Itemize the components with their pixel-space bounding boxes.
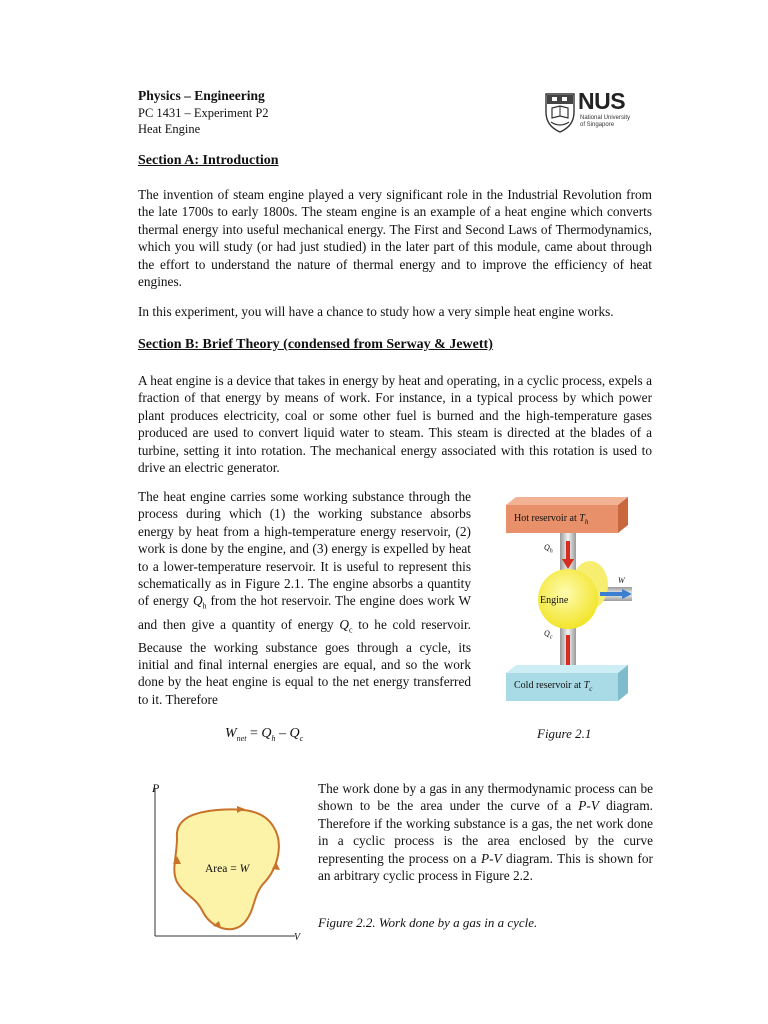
qc-sub: c <box>549 634 553 641</box>
section-a-heading: Section A: Introduction <box>138 153 279 168</box>
qh-sub: h <box>549 548 553 555</box>
p2-qh: Q <box>192 593 203 609</box>
hot-label-sub: h <box>584 518 589 526</box>
section-b-paragraph-1: A heat engine is a device that takes in energy by heat and operating, in a cyclic process, expels a fraction of that energy by means of work. For instance, in a typical process by which power plant produces electricity, coal or some other fuel is burned and the high-temperature gases produced are used to convert liquid water to steam. This steam is directed at the blades of a turbine, setting it into rotation. The mechanical energy associated with this rotation is used to drive an electric generator. <box>138 373 652 476</box>
p2-qh-sub: h <box>202 602 207 612</box>
eq-equals: = <box>246 726 262 741</box>
axis-p-label: P <box>152 781 160 795</box>
section-b-paragraph-3 <box>318 780 653 884</box>
p2-qc-sub: c <box>349 625 353 635</box>
qh-q: Q <box>544 543 550 552</box>
eq-qh: Q <box>261 726 272 741</box>
figure-2-1-caption: Figure 2.1 <box>537 726 592 741</box>
hot-reservoir-label <box>514 513 588 526</box>
eq-minus: – <box>275 726 290 741</box>
section-b-paragraph-2 <box>138 488 471 708</box>
section-b-heading: Section B: Brief Theory (condensed from Serway & Jewett) <box>138 337 493 352</box>
cold-label-text: Cold reservoir at <box>514 680 584 691</box>
axis-v-label: V <box>294 932 301 943</box>
hot-reservoir-top <box>506 497 628 505</box>
nus-logo-text: NUS <box>578 88 626 114</box>
p3-pv-1: P-V <box>578 798 599 814</box>
figure-2-2-caption: Figure 2.2. Work done by a gas in a cycle. <box>318 915 538 930</box>
w-letter: W <box>618 576 625 585</box>
p3-text-b: diagram. Therefore if the working substance is a gas, the net work done in a cyclic process is the area enclosed by the curve representing the process on a <box>318 798 654 866</box>
p3-text-a: The work done by a gas in any thermodynamic process can be shown to be the area under the curve of a <box>318 781 653 814</box>
eq-qc: Q <box>289 726 300 741</box>
engine-label: Engine <box>540 595 569 606</box>
qh-label <box>544 543 553 555</box>
figure-2-2-pv-diagram <box>145 778 310 948</box>
hot-label-text: Hot reservoir at <box>514 513 580 524</box>
eq-qc-sub: c <box>299 733 304 743</box>
work-equation <box>225 726 303 743</box>
p3-pv-2: P-V <box>480 850 502 866</box>
area-label-text: Area = <box>205 863 240 875</box>
nus-logo <box>544 90 664 134</box>
p2-text-b: from the hot reservoir. The engine does work W and then give a quantity of energy <box>138 593 471 632</box>
nus-logo-sub1: National University <box>580 115 631 121</box>
cold-label-sub: c <box>589 685 593 693</box>
section-a-paragraph-2: In this experiment, you will have a chance to study how a very simple heat engine works. <box>138 304 614 319</box>
eq-qh-sub: h <box>271 733 276 743</box>
nus-logo-sub2: of Singapore <box>580 122 615 128</box>
cold-label-t: T <box>583 680 590 691</box>
course-code: PC 1431 – Experiment P2 <box>138 106 269 120</box>
eq-w: W <box>225 726 237 741</box>
course-title: Physics – Engineering <box>138 88 265 103</box>
section-a-paragraph-1: The invention of steam engine played a very significant role in the Industrial Revolution from the late 1700s to early 1800s. The steam engine is an example of a heat engine which converts thermal energy into useful mechanical energy. The First and Second Laws of Thermodynamics, which you will study (or had just studied) in the later part of this module, came about through the effort to understand the nature of thermal energy and to improve the efficiency of heat engines. <box>138 187 652 290</box>
qc-q: Q <box>544 629 550 638</box>
p2-text-c: to he cold reservoir. Because the working substance goes through a cycle, its initial and final internal energies are equal, and so the work done by the heat engine is equal to the net energy transferred to it. Therefore <box>138 616 471 707</box>
p2-qc: Q <box>339 616 349 632</box>
hot-label-t: T <box>579 513 585 524</box>
eq-w-sub: net <box>236 733 247 743</box>
area-label-w: W <box>239 863 250 875</box>
p3-text-c: diagram. This is shown for an arbitrary cyclic process in Figure 2.2. <box>318 850 653 884</box>
figure-2-1-heat-engine-diagram <box>500 495 635 705</box>
p2-text-a: The heat engine carries some working substance through the process during which (1) the working substance absorbs energy by heat from a high-temperature energy reservoir, (2) work is done by the engine, and (3) energy is expelled by heat to a lower-temperature reservoir. It is useful to represent this schematically as in Figure 2.1. The engine absorbs a quantity of energy <box>138 489 471 609</box>
w-label <box>618 576 625 585</box>
cold-reservoir-label <box>514 680 592 693</box>
experiment-title: Heat Engine <box>138 122 201 136</box>
area-label <box>205 863 249 875</box>
qc-label <box>544 629 552 641</box>
cold-reservoir-top <box>506 665 628 673</box>
